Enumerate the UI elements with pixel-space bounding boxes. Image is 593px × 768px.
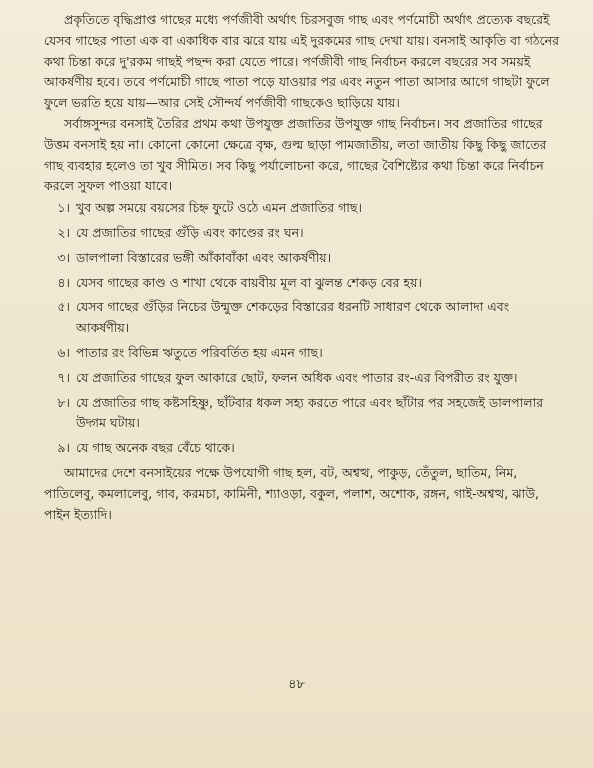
list-text: পাতার রং বিভিন্ন ঋতুতে পরিবর্তিত হয় এমন গাছ। — [76, 344, 323, 360]
list-item — [44, 273, 560, 294]
list-item — [44, 343, 560, 364]
list-number: ৪। — [57, 274, 70, 290]
list-number: ৯। — [57, 440, 70, 456]
list-text: যেসব গাছের গুঁড়ির নিচের উন্মুক্ত শেকড়ের বিস্তারের ধরনটি সাধারণ থেকে আলাদা এবং আকর্ষণীয়। — [76, 299, 510, 336]
criteria-list — [44, 198, 560, 459]
page-number: ৪৮ — [288, 677, 305, 692]
page-content — [44, 10, 560, 525]
intro-paragraph: প্রকৃতিতে বৃদ্ধিপ্রাপ্ত গাছের মধ্যে পর্ণজীবী অর্থাৎ চিরসবুজ গাছ এবং পর্ণমোচী অর্থাৎ প্রত্যেক বছরেই যেসব গাছের পাতা এক বা একাধিক বার ঝরে যায় এই দুরকমের গাছ দেখা যায়। বনসাই আকৃতি বা গঠনের কথা চিন্তা করে দু'রকম গাছই পছন্দ করা যেতে পারে। পর্ণজীবী গাছ নির্বাচন করলে বছরের সব সময়ই আকর্ষণীয় হবে। তবে পর্ণমোচী গাছে পাতা পড়ে যাওয়ার পর এবং নতুন পাতা আসার আগে গাছটা ফুলে ফুলে ভরতি হয়ে যায়—আর সেই সৌন্দর্য পর্ণজীবী গাছকেও ছাড়িয়ে যায়। — [44, 12, 559, 111]
closing-paragraph: আমাদের দেশে বনসাইয়ের পক্ষে উপযোগী গাছ হল, বট, অশ্বত্থ, পাকুড়, তেঁতুল, ছাতিম, নিম, পাতিলেবু, কমলালেবু, গাব, করমচা, কামিনী, শ্যাওড়া, বকুল, পলাশ, অশোক, রঙ্গন, গাই-অশ্বত্থ, ঝাউ, পাইন ইত্যাদি। — [44, 464, 539, 522]
list-number: ২। — [57, 224, 70, 240]
selection-paragraph: সর্বাঙ্গসুন্দর বনসাই তৈরির প্রথম কথা উপযুক্ত প্রজাতির উপযুক্ত গাছ নির্বাচন। সব প্রজাতির গাছের উত্তম বনসাই হয় না। কোনো কোনো ক্ষেত্রে বৃক্ষ, গুল্ম ছাড়া পামজাতীয়, লতা জাতীয় কিছু কিছু জাতের গাছ ব্যবহার হলেও তা খুব সীমিত। সব কিছু পর্যালোচনা করে, গাছের বৈশিষ্ট্যের কথা চিন্তা করে নির্বাচন করলে সুফল পাওয়া যাবে। — [44, 115, 547, 194]
list-number: ৫। — [57, 299, 70, 315]
list-number: ৬। — [57, 344, 70, 360]
list-item — [44, 368, 560, 389]
list-item — [44, 393, 560, 435]
list-number: ৮। — [57, 394, 70, 410]
list-item — [44, 248, 560, 269]
list-item — [44, 198, 560, 219]
list-item — [44, 297, 560, 339]
list-text: খুব অল্প সময়ে বয়সের চিহ্ন ফুটে ওঠে এমন প্রজাতির গাছ। — [76, 200, 362, 216]
list-number: ৩। — [57, 249, 70, 265]
list-text: যে প্রজাতির গাছের ফুল আকারে ছোট, ফলন অধিক এবং পাতার রং-এর বিপরীত রং যুক্ত। — [76, 369, 518, 385]
list-text: যে প্রজাতির গাছের গুঁড়ি এবং কাণ্ডের রং ঘন। — [76, 224, 304, 240]
list-text: যে গাছ অনেক বছর বেঁচে থাকে। — [76, 440, 235, 456]
list-item — [44, 438, 560, 459]
list-text: যেসব গাছের কাণ্ড ও শাখা থেকে বায়বীয় মূল বা ঝুলন্ত শেকড় বের হয়। — [76, 274, 422, 290]
list-text: ডালপালা বিস্তারের ভঙ্গী আঁকাবাঁকা এবং আকর্ষণীয়। — [76, 249, 332, 265]
list-number: ১। — [57, 200, 70, 216]
list-text: যে প্রজাতির গাছ কষ্টসহিষ্ণু, ছাঁটবার ধকল সহ্য করতে পারে এবং ছাঁটার পর সহজেই ডালপালার উদ্গম ঘটায়। — [76, 394, 544, 431]
list-number: ৭। — [57, 369, 70, 385]
list-item — [44, 223, 560, 244]
